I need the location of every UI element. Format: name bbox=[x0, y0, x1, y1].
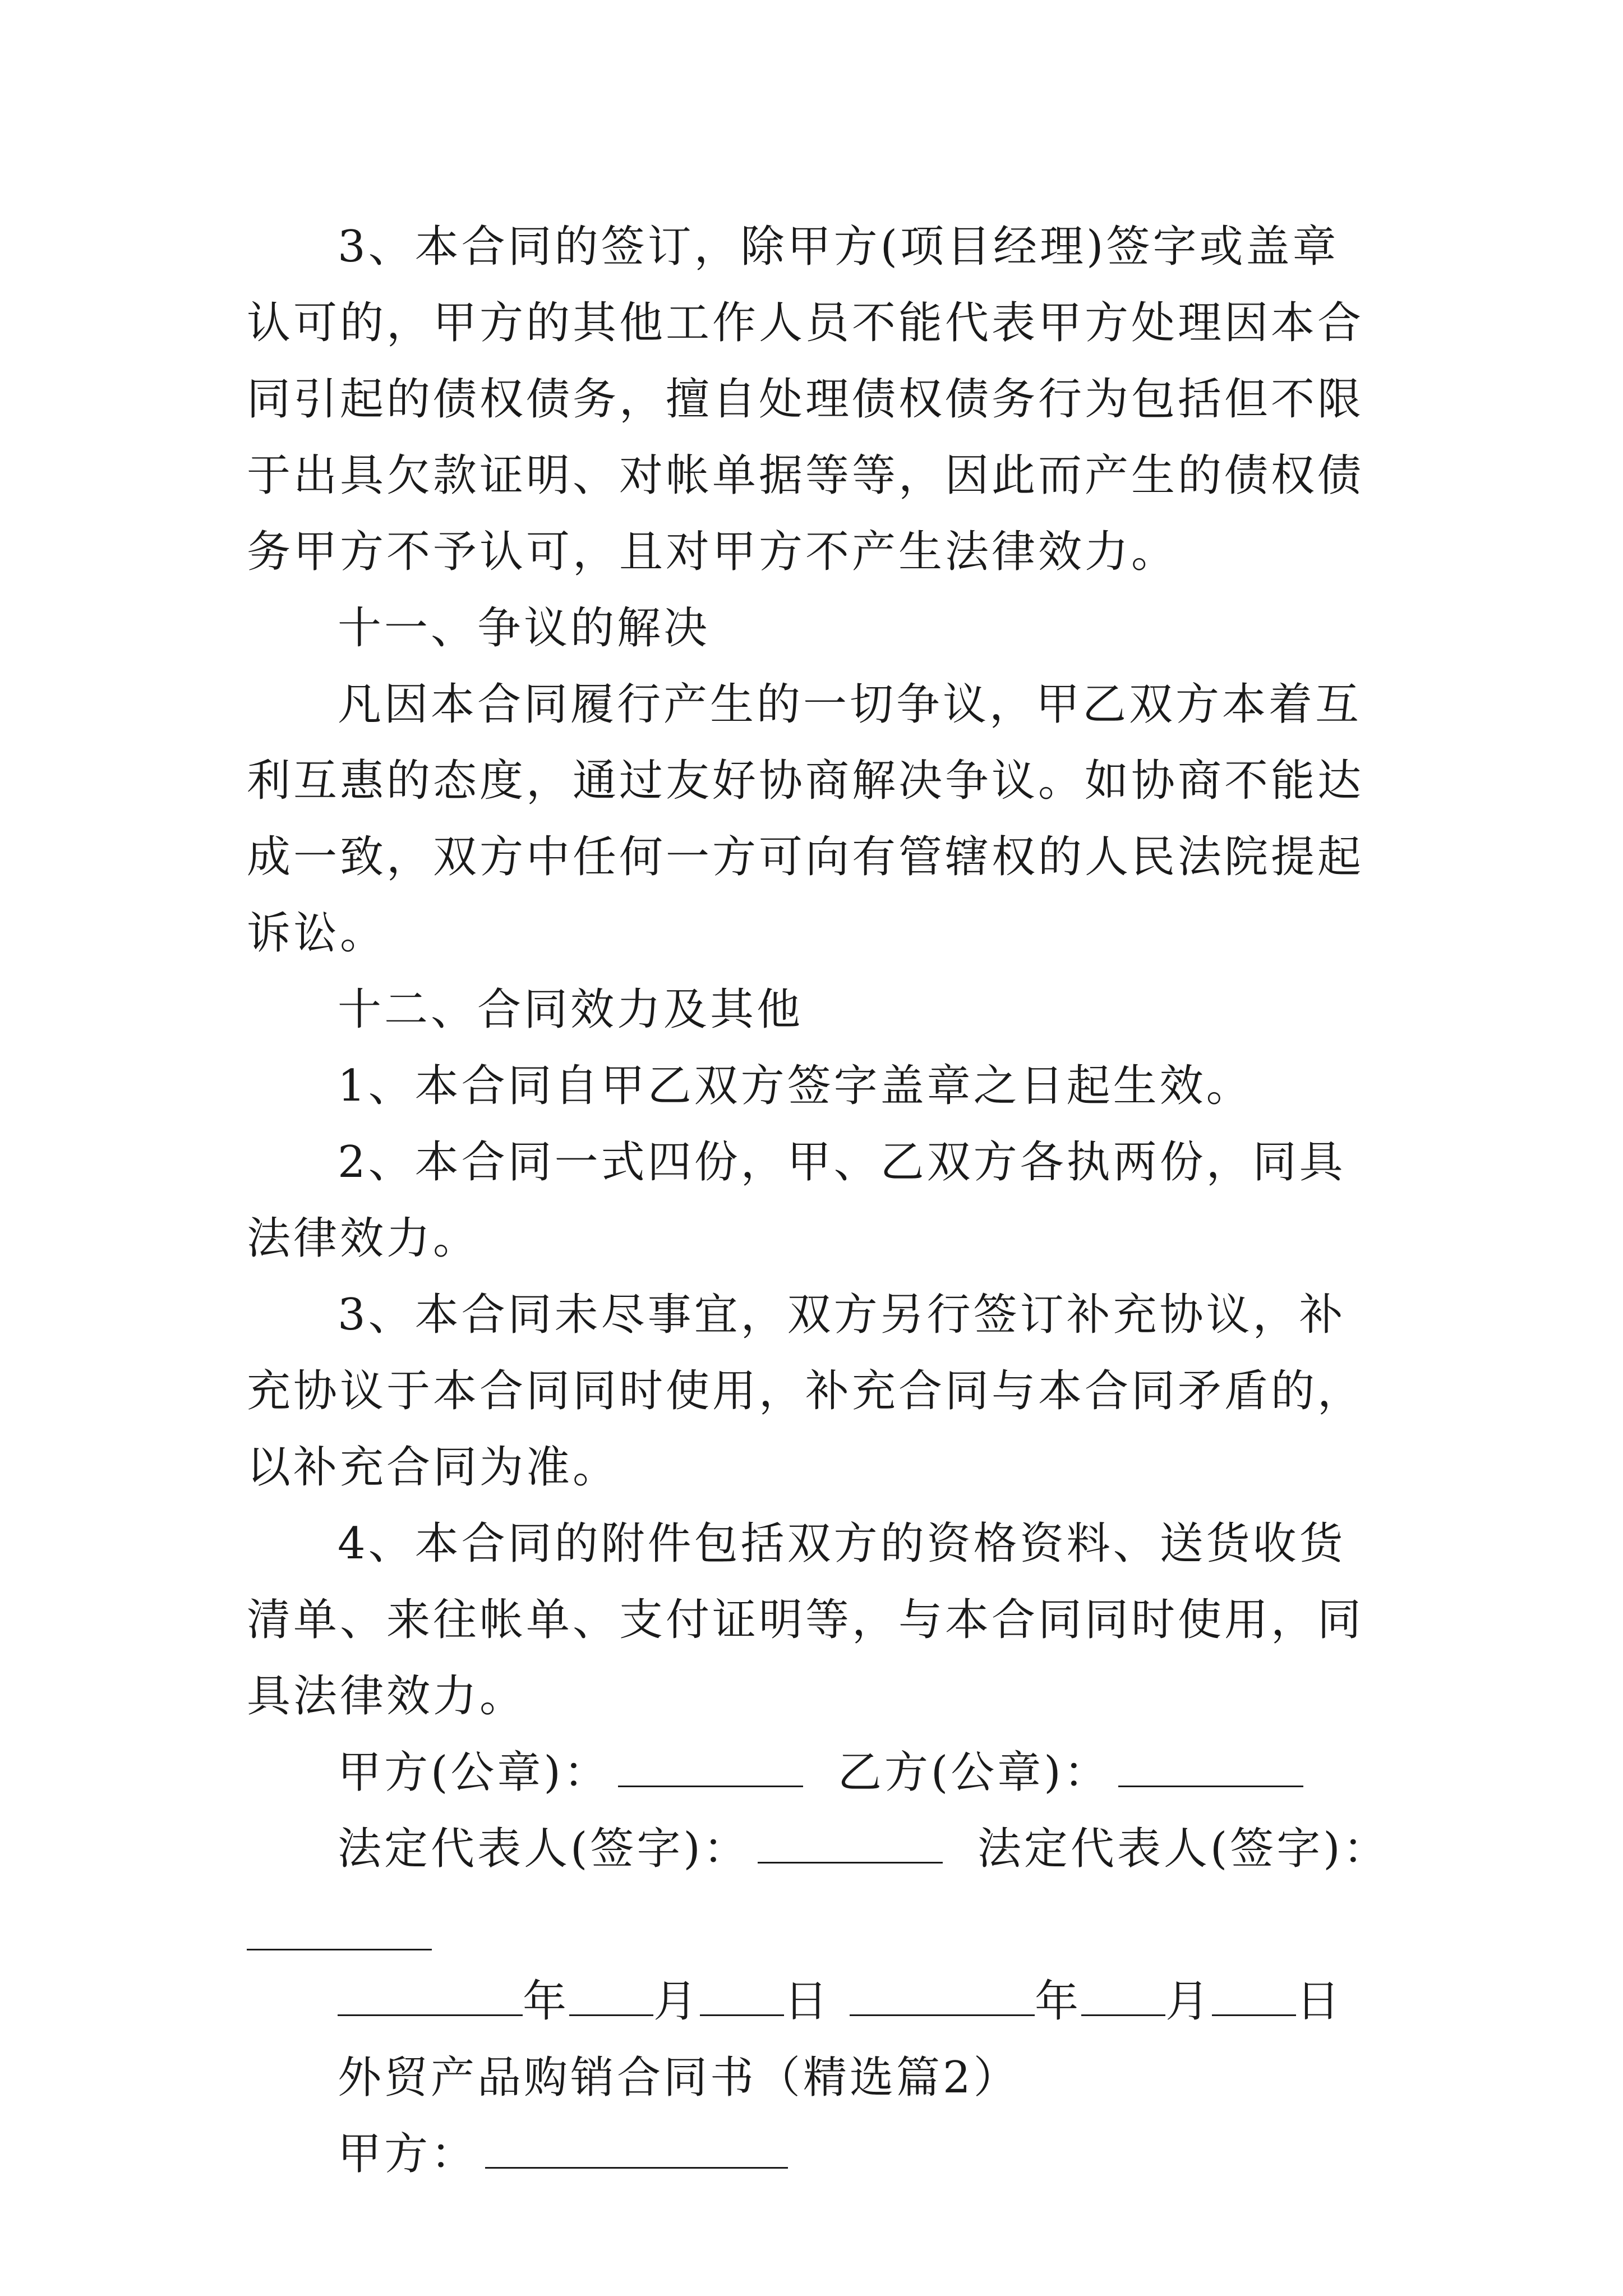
section-heading-dispute: 十一、争议的解决 bbox=[338, 603, 711, 654]
party-a-blank[interactable] bbox=[485, 2128, 788, 2169]
date-row bbox=[247, 1963, 1380, 2040]
party-b-month-blank[interactable] bbox=[1081, 1975, 1165, 2016]
party-b-day-blank[interactable] bbox=[1212, 1975, 1296, 2016]
party-a-seal-label: 甲方(公章)： bbox=[338, 1747, 610, 1798]
month-label-b: 月 bbox=[1165, 1976, 1212, 2027]
party-b-rep-blank[interactable] bbox=[247, 1910, 432, 1950]
day-label-a: 日 bbox=[784, 1976, 831, 2027]
day-label-b: 日 bbox=[1296, 1976, 1343, 2027]
representative-row bbox=[247, 1811, 1390, 1887]
party-b-rep-blank-row bbox=[247, 1887, 1380, 1963]
document-body bbox=[247, 209, 1390, 2192]
party-a-rep-blank[interactable] bbox=[758, 1823, 943, 1864]
party-b-seal-label: 乙方(公章)： bbox=[837, 1747, 1110, 1798]
clause-dispute-resolution: 凡因本合同履行产生的一切争议，甲乙双方本着互利互惠的态度，通过友好协商解决争议。如协商不能达成一致，双方中任何一方可向有管辖权的人民法院提起诉讼。 bbox=[247, 679, 1364, 959]
year-label-a: 年 bbox=[523, 1976, 570, 2027]
party-b-seal-blank[interactable] bbox=[1118, 1746, 1303, 1787]
party-a-month-blank[interactable] bbox=[569, 1975, 653, 2016]
clause-4-attachments: 4、本合同的附件包括双方的资格资料、送货收货清单、来往帐单、支付证明等，与本合同同时使用，同具法律效力。 bbox=[247, 1519, 1364, 1722]
party-a-rep-label: 法定代表人(签字)： bbox=[338, 1824, 750, 1874]
clause-2-copies: 2、本合同一式四份，甲、乙双方各执两份，同具法律效力。 bbox=[247, 1137, 1346, 1264]
party-a-row bbox=[247, 2116, 1380, 2192]
clause-3-signing: 3、本合同的签订，除甲方(项目经理)签字或盖章认可的，甲方的其他工作人员不能代表甲方处理因本合同引起的债权债务，擅自处理债权债务行为包括但不限于出具欠款证明、对帐单据等等，因此而产生的债权债务甲方不予认可，且对甲方不产生法律效力。 bbox=[247, 222, 1364, 577]
year-label-b: 年 bbox=[1035, 1976, 1082, 2027]
clause-3-supplement: 3、本合同未尽事宜，双方另行签订补充协议，补充协议于本合同同时使用，补充合同与本合同矛盾的，以补充合同为准。 bbox=[247, 1290, 1364, 1493]
clause-1-effective: 1、本合同自甲乙双方签字盖章之日起生效。 bbox=[338, 1061, 1253, 1111]
party-b-rep-label: 法定代表人(签字)： bbox=[977, 1824, 1390, 1874]
section-heading-validity: 十二、合同效力及其他 bbox=[338, 984, 804, 1035]
party-a-day-blank[interactable] bbox=[700, 1975, 784, 2016]
month-label-a: 月 bbox=[653, 1976, 700, 2027]
party-a-label: 甲方： bbox=[338, 2129, 478, 2179]
party-a-seal-blank[interactable] bbox=[618, 1746, 803, 1787]
party-a-year-blank[interactable] bbox=[338, 1975, 523, 2016]
party-b-year-blank[interactable] bbox=[850, 1975, 1035, 2016]
next-section-title: 外贸产品购销合同书（精选篇2） bbox=[338, 2053, 1020, 2103]
seal-row bbox=[247, 1734, 1380, 1811]
